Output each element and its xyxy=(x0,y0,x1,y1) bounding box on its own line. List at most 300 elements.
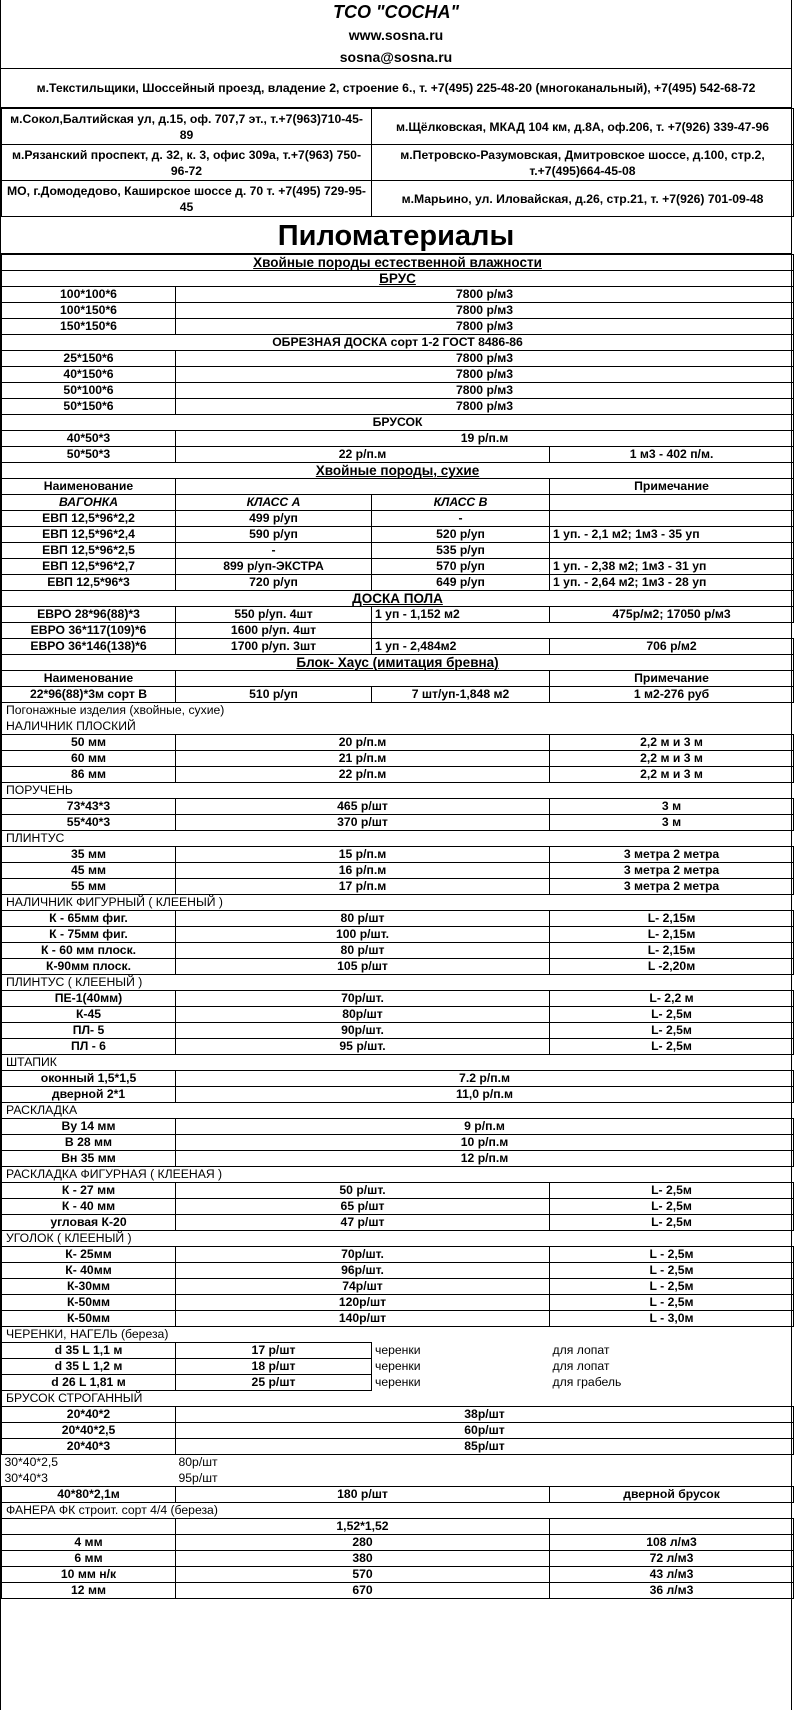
table-cell: 40*50*3 xyxy=(2,431,176,447)
table-cell: К-30мм xyxy=(2,1279,176,1295)
table-cell: L- 2,15м xyxy=(550,927,794,943)
table-row xyxy=(2,687,794,703)
table-cell: 96р/шт. xyxy=(176,1263,550,1279)
table-cell: Наименование xyxy=(2,479,176,495)
table-cell xyxy=(372,623,550,639)
company-header xyxy=(1,0,791,68)
table-cell: черенки xyxy=(375,1375,421,1389)
section-title: ПОРУЧЕНЬ xyxy=(2,783,794,799)
table-cell: 18 р/шт xyxy=(176,1359,372,1375)
table-row xyxy=(2,671,794,687)
table-cell: 3 метра 2 метра xyxy=(550,847,794,863)
table-cell: 80 р/шт xyxy=(176,911,550,927)
table-cell: КЛАСС А xyxy=(176,495,372,511)
table-cell: 20 р/п.м xyxy=(176,735,550,751)
table-row xyxy=(2,495,794,511)
table-row xyxy=(2,271,794,287)
table-row xyxy=(2,1039,794,1055)
table-cell: 1 уп. - 2,38 м2; 1м3 - 31 уп xyxy=(550,559,794,575)
table-cell: L- 2,5м xyxy=(550,1215,794,1231)
table-cell: 95р/шт xyxy=(178,1470,218,1485)
table-cell: 570 р/уп xyxy=(372,559,550,575)
table-cell: К - 40 мм xyxy=(2,1199,176,1215)
table-cell: L - 2,5м xyxy=(550,1263,794,1279)
table-cell: 22*96(88)*3м сорт В xyxy=(2,687,176,703)
table-row xyxy=(2,863,794,879)
section-title: НАЛИЧНИК ФИГУРНЫЙ ( КЛЕЕНЫЙ ) xyxy=(2,895,794,911)
section-title: ПЛИНТУС ( КЛЕЕНЫЙ ) xyxy=(2,975,794,991)
section-header-row xyxy=(2,1391,794,1407)
section-header-row xyxy=(2,783,794,799)
table-cell: Примечание xyxy=(550,479,794,495)
table-cell: 36 л/м3 xyxy=(550,1583,794,1599)
table-cell: 7800 р/м3 xyxy=(176,287,794,303)
table-cell: L - 3,0м xyxy=(550,1311,794,1327)
table-row xyxy=(2,543,794,559)
table-cell: К-45 xyxy=(2,1007,176,1023)
table-cell: 70р/шт. xyxy=(176,991,550,1007)
table-cell: 60р/шт xyxy=(176,1423,794,1439)
table-row xyxy=(2,415,794,431)
table-cell: 12 р/п.м xyxy=(176,1151,794,1167)
table-row xyxy=(2,1199,794,1215)
table-cell: 50 р/шт. xyxy=(176,1183,550,1199)
table-row xyxy=(2,1023,794,1039)
table-cell: - xyxy=(372,511,550,527)
table-cell: Наименование xyxy=(2,671,176,687)
table-cell: 7800 р/м3 xyxy=(176,319,794,335)
table-cell: 11,0 р/п.м xyxy=(176,1087,794,1103)
table-cell: 370 р/шт xyxy=(176,815,550,831)
table-row xyxy=(2,815,794,831)
table-cell: ЕВП 12,5*96*2,5 xyxy=(2,543,176,559)
table-cell: 7800 р/м3 xyxy=(176,351,794,367)
table-cell: 280 xyxy=(176,1535,550,1551)
section-header-row xyxy=(2,1231,794,1247)
table-cell: 72 л/м3 xyxy=(550,1551,794,1567)
table-row xyxy=(2,1551,794,1567)
table-cell: 12 мм xyxy=(2,1583,176,1599)
table-cell: К- 25мм xyxy=(2,1247,176,1263)
table-row xyxy=(2,1119,794,1135)
table-cell: 7 шт/уп-1,848 м2 xyxy=(372,687,550,703)
table-row xyxy=(2,463,794,479)
table-cell: d 26 L 1,81 м xyxy=(2,1375,176,1391)
main-address: м.Текстильщики, Шоссейный проезд, владение 2, строение 6., т. +7(495) 225-48-20 (многоканальный), +7(495) 542-68-72 xyxy=(1,68,791,108)
table-cell: L -2,20м xyxy=(550,959,794,975)
table-cell xyxy=(550,495,794,511)
section-header-row xyxy=(2,719,794,735)
table-cell xyxy=(372,1455,794,1471)
branch-row xyxy=(2,109,794,145)
table-cell: Ву 14 мм xyxy=(2,1119,176,1135)
table-cell: 47 р/шт xyxy=(176,1215,550,1231)
table-cell: 22 р/п.м xyxy=(176,767,550,783)
table-cell: 590 р/уп xyxy=(176,527,372,543)
branch-address: м.Щёлковская, МКАД 104 км, д.8А, оф.206, т. +7(926) 339-47-96 xyxy=(372,109,794,145)
table-cell: Блок- Хаус (имитация бревна) xyxy=(2,655,794,671)
table-row xyxy=(2,1519,794,1535)
table-cell: К-90мм плоск. xyxy=(2,959,176,975)
table-cell: черенки xyxy=(375,1359,421,1373)
table-cell: В 28 мм xyxy=(2,1135,176,1151)
table-cell: L- 2,15м xyxy=(550,911,794,927)
table-cell: L- 2,15м xyxy=(550,943,794,959)
table-cell: 74р/шт xyxy=(176,1279,550,1295)
table-cell: 2,2 м и 3 м xyxy=(550,751,794,767)
table-row xyxy=(2,927,794,943)
section-title: ФАНЕРА ФК строит. сорт 4/4 (береза) xyxy=(2,1503,794,1519)
section-header-row xyxy=(2,1103,794,1119)
table-row xyxy=(2,1359,794,1375)
table-row xyxy=(2,559,794,575)
table-row xyxy=(2,287,794,303)
table-cell: К - 65мм фиг. xyxy=(2,911,176,927)
table-cell: 1 уп. - 2,64 м2; 1м3 - 28 уп xyxy=(550,575,794,591)
table-cell: 16 р/п.м xyxy=(176,863,550,879)
table-row xyxy=(2,623,794,639)
table-cell: L- 2,5м xyxy=(550,1199,794,1215)
table-cell: 50 мм xyxy=(2,735,176,751)
table-row xyxy=(2,1439,794,1455)
table-cell xyxy=(2,1519,176,1535)
table-cell: ДОСКА ПОЛА xyxy=(2,591,794,607)
table-row xyxy=(2,1247,794,1263)
table-cell: 520 р/уп xyxy=(372,527,550,543)
table-row xyxy=(2,959,794,975)
table-cell: 50*100*6 xyxy=(2,383,176,399)
table-cell: К - 75мм фиг. xyxy=(2,927,176,943)
table-row xyxy=(2,735,794,751)
table-cell: 50*50*3 xyxy=(2,447,176,463)
table-row xyxy=(2,1215,794,1231)
table-cell: Хвойные породы естественной влажности xyxy=(2,255,794,271)
table-cell: черенки xyxy=(375,1343,421,1357)
table-cell: 60 мм xyxy=(2,751,176,767)
table-cell: L - 2,5м xyxy=(550,1247,794,1263)
table-cell: 535 р/уп xyxy=(372,543,550,559)
section-header-row xyxy=(2,975,794,991)
table-row xyxy=(2,799,794,815)
table-cell: 1 уп - 2,484м2 xyxy=(372,639,550,655)
section-title: БРУСОК СТРОГАННЫЙ xyxy=(2,1391,794,1407)
table-cell: 550 р/уп. 4шт xyxy=(176,607,372,623)
branch-address: МО, г.Домодедово, Каширское шоссе д. 70 т. +7(495) 729-95-45 xyxy=(2,181,372,217)
table-cell: 150*150*6 xyxy=(2,319,176,335)
table-cell: дверной брусок xyxy=(550,1487,794,1503)
section-header-row xyxy=(2,1055,794,1071)
table-cell: 15 р/п.м xyxy=(176,847,550,863)
table-row xyxy=(2,1471,794,1487)
table-cell: Примечание xyxy=(550,671,794,687)
branch-address: м.Петровско-Разумовская, Дмитровское шоссе, д.100, стр.2, т.+7(495)664-45-08 xyxy=(372,145,794,181)
table-cell: 105 р/шт xyxy=(176,959,550,975)
table-cell: 21 р/п.м xyxy=(176,751,550,767)
table-cell: 25 р/шт xyxy=(176,1375,372,1391)
table-cell: 80 р/шт xyxy=(176,943,550,959)
table-cell: 1 м2-276 руб xyxy=(550,687,794,703)
table-cell: 95 р/шт. xyxy=(176,1039,550,1055)
table-cell: Хвойные породы, сухие xyxy=(2,463,794,479)
table-cell: 38р/шт xyxy=(176,1407,794,1423)
table-cell: 7800 р/м3 xyxy=(176,303,794,319)
table-cell: 1 м3 - 402 п/м. xyxy=(550,447,794,463)
table-cell: 140р/шт xyxy=(176,1311,550,1327)
table-cell: ЕВРО 28*96(88)*3 xyxy=(2,607,176,623)
table-row xyxy=(2,335,794,351)
section-title: ЧЕРЕНКИ, НАГЕЛЬ (береза) xyxy=(2,1327,794,1343)
table-cell xyxy=(550,1519,794,1535)
table-cell: БРУСОК xyxy=(2,415,794,431)
branch-row xyxy=(2,181,794,217)
email-link[interactable]: sosna@sosna.ru xyxy=(339,49,453,65)
table-cell: 80р/шт xyxy=(176,1007,550,1023)
table-row xyxy=(2,1007,794,1023)
section-header-row xyxy=(2,1167,794,1183)
table-cell xyxy=(176,671,550,687)
table-cell: 570 xyxy=(176,1567,550,1583)
table-cell: 100 р/шт. xyxy=(176,927,550,943)
table-row xyxy=(2,1183,794,1199)
table-cell: ВАГОНКА xyxy=(2,495,176,511)
table-cell: К - 27 мм xyxy=(2,1183,176,1199)
section-header-row xyxy=(2,1327,794,1343)
section-header-row xyxy=(2,703,794,719)
table-cell: 1700 р/уп. 3шт xyxy=(176,639,372,655)
table-cell: 50*150*6 xyxy=(2,399,176,415)
table-row xyxy=(2,1583,794,1599)
table-cell: ОБРЕЗНАЯ ДОСКА сорт 1-2 ГОСТ 8486-86 xyxy=(2,335,794,351)
table-row xyxy=(2,607,794,623)
table-cell: 40*80*2,1м xyxy=(2,1487,176,1503)
section-header-row xyxy=(2,895,794,911)
section-header-row xyxy=(2,831,794,847)
section-title: НАЛИЧНИК ПЛОСКИЙ xyxy=(2,719,794,735)
table-cell: 1,52*1,52 xyxy=(176,1519,550,1535)
table-cell: ЕВП 12,5*96*3 xyxy=(2,575,176,591)
table-cell: КЛАСС В xyxy=(372,495,550,511)
table-cell: 73*43*3 xyxy=(2,799,176,815)
table-cell: 90р/шт. xyxy=(176,1023,550,1039)
table-cell: 55 мм xyxy=(2,879,176,895)
table-cell: 670 xyxy=(176,1583,550,1599)
table-row xyxy=(2,1087,794,1103)
table-cell: К - 60 мм плоск. xyxy=(2,943,176,959)
table-row xyxy=(2,991,794,1007)
section-title: УГОЛОК ( КЛЕЕНЫЙ ) xyxy=(2,1231,794,1247)
table-cell: 86 мм xyxy=(2,767,176,783)
table-cell: дверной 2*1 xyxy=(2,1087,176,1103)
website-link[interactable]: www.sosna.ru xyxy=(348,27,444,43)
table-cell: 100*100*6 xyxy=(2,287,176,303)
section-title: РАСКЛАДКА xyxy=(2,1103,794,1119)
table-cell: 706 р/м2 xyxy=(550,639,794,655)
table-cell: - xyxy=(176,543,372,559)
table-cell: 80р/шт xyxy=(178,1455,218,1470)
table-row xyxy=(2,1535,794,1551)
table-cell: 19 р/п.м xyxy=(176,431,794,447)
table-row xyxy=(2,367,794,383)
table-cell: К- 40мм xyxy=(2,1263,176,1279)
table-cell: 6 мм xyxy=(2,1551,176,1567)
table-cell: 2,2 м и 3 м xyxy=(550,735,794,751)
table-cell: 899 р/уп-ЭКСТРА xyxy=(176,559,372,575)
table-row xyxy=(2,1567,794,1583)
branch-address: м.Рязанский проспект, д. 32, к. 3, офис 309а, т.+7(963) 750-96-72 xyxy=(2,145,372,181)
table-cell: 3 м xyxy=(550,799,794,815)
table-row xyxy=(2,1487,794,1503)
table-row xyxy=(2,847,794,863)
table-cell: 1600 р/уп. 4шт xyxy=(176,623,372,639)
table-cell: 40*150*6 xyxy=(2,367,176,383)
table-cell: L- 2,5м xyxy=(550,1183,794,1199)
table-cell: для лопат xyxy=(552,1343,610,1357)
table-row xyxy=(2,431,794,447)
table-cell: 22 р/п.м xyxy=(176,447,550,463)
table-cell: 20*40*2 xyxy=(2,1407,176,1423)
table-cell: ЕВП 12,5*96*2,4 xyxy=(2,527,176,543)
table-row xyxy=(2,511,794,527)
table-cell: L- 2,2 м xyxy=(550,991,794,1007)
table-row xyxy=(2,1455,794,1471)
table-row xyxy=(2,527,794,543)
table-row xyxy=(2,591,794,607)
table-cell: 7.2 р/п.м xyxy=(176,1071,794,1087)
branch-address: м.Сокол,Балтийская ул, д.15, оф. 707,7 эт., т.+7(963)710-45-89 xyxy=(2,109,372,145)
table-row xyxy=(2,351,794,367)
table-cell: 100*150*6 xyxy=(2,303,176,319)
branch-address: м.Марьино, ул. Иловайская, д.26, стр.21, т. +7(926) 701-09-48 xyxy=(372,181,794,217)
table-cell: L - 2,5м xyxy=(550,1279,794,1295)
table-cell: 465 р/шт xyxy=(176,799,550,815)
table-cell: 65 р/шт xyxy=(176,1199,550,1215)
table-row xyxy=(2,399,794,415)
table-cell xyxy=(176,479,550,495)
table-cell: 55*40*3 xyxy=(2,815,176,831)
table-cell: Вн 35 мм xyxy=(2,1151,176,1167)
table-cell: 17 р/шт xyxy=(176,1343,372,1359)
table-row xyxy=(2,447,794,463)
table-cell: 9 р/п.м xyxy=(176,1119,794,1135)
table-row xyxy=(2,575,794,591)
table-cell: 4 мм xyxy=(2,1535,176,1551)
table-cell: 30*40*3 xyxy=(4,1470,48,1485)
table-cell: ПЕ-1(40мм) xyxy=(2,991,176,1007)
table-cell: 475р/м2; 17050 р/м3 xyxy=(550,607,794,623)
table-row xyxy=(2,383,794,399)
table-cell: 7800 р/м3 xyxy=(176,367,794,383)
table-cell xyxy=(550,623,794,639)
table-cell: 20*40*3 xyxy=(2,1439,176,1455)
table-cell: 120р/шт xyxy=(176,1295,550,1311)
table-cell: 3 метра 2 метра xyxy=(550,863,794,879)
table-cell: 20*40*2,5 xyxy=(2,1423,176,1439)
table-cell: 7800 р/м3 xyxy=(176,383,794,399)
branch-addresses xyxy=(1,108,794,217)
table-cell: 43 л/м3 xyxy=(550,1567,794,1583)
table-cell: К-50мм xyxy=(2,1295,176,1311)
table-cell: d 35 L 1,2 м xyxy=(2,1359,176,1375)
table-cell: 10 р/п.м xyxy=(176,1135,794,1151)
table-row xyxy=(2,319,794,335)
section-title: ШТАПИК xyxy=(2,1055,794,1071)
table-cell: ПЛ- 5 xyxy=(2,1023,176,1039)
table-cell: БРУС xyxy=(2,271,794,287)
table-row xyxy=(2,1295,794,1311)
table-cell: 180 р/шт xyxy=(176,1487,550,1503)
table-row xyxy=(2,639,794,655)
table-row xyxy=(2,479,794,495)
section-header-row xyxy=(2,1503,794,1519)
table-cell xyxy=(372,1471,794,1487)
table-cell: ЕВП 12,5*96*2,2 xyxy=(2,511,176,527)
table-cell: ЕВРО 36*146(138)*6 xyxy=(2,639,176,655)
table-cell: ПЛ - 6 xyxy=(2,1039,176,1055)
table-cell: для грабель xyxy=(552,1375,622,1389)
table-cell: 3 м xyxy=(550,815,794,831)
table-row xyxy=(2,1151,794,1167)
table-row xyxy=(2,1423,794,1439)
table-row xyxy=(2,767,794,783)
table-row xyxy=(2,1311,794,1327)
table-cell: L - 2,5м xyxy=(550,1295,794,1311)
table-row xyxy=(2,1343,794,1359)
table-cell xyxy=(550,511,794,527)
table-cell: 2,2 м и 3 м xyxy=(550,767,794,783)
table-cell: 7800 р/м3 xyxy=(176,399,794,415)
table-cell: 3 метра 2 метра xyxy=(550,879,794,895)
table-cell: L- 2,5м xyxy=(550,1007,794,1023)
table-cell: 380 xyxy=(176,1551,550,1567)
table-cell: 30*40*2,5 xyxy=(4,1455,59,1470)
table-row xyxy=(2,911,794,927)
table-cell: 720 р/уп xyxy=(176,575,372,591)
table-cell: К-50мм xyxy=(2,1311,176,1327)
price-table xyxy=(1,254,794,1599)
table-cell: 17 р/п.м xyxy=(176,879,550,895)
table-cell: 510 р/уп xyxy=(176,687,372,703)
table-cell: 25*150*6 xyxy=(2,351,176,367)
table-cell: 1 уп - 1,152 м2 xyxy=(372,607,550,623)
table-cell: d 35 L 1,1 м xyxy=(2,1343,176,1359)
section-title: ПЛИНТУС xyxy=(2,831,794,847)
table-row xyxy=(2,879,794,895)
table-cell: 1 уп. - 2,1 м2; 1м3 - 35 уп xyxy=(550,527,794,543)
table-row xyxy=(2,1263,794,1279)
table-row xyxy=(2,1279,794,1295)
table-cell: ЕВРО 36*117(109)*6 xyxy=(2,623,176,639)
table-cell: оконный 1,5*1,5 xyxy=(2,1071,176,1087)
table-cell: 70р/шт. xyxy=(176,1247,550,1263)
table-row xyxy=(2,1375,794,1391)
table-cell: 10 мм н/к xyxy=(2,1567,176,1583)
branch-row xyxy=(2,145,794,181)
page-title: Пиломатериалы xyxy=(1,217,791,254)
company-title: ТСО "СОСНА" xyxy=(332,2,460,22)
table-cell xyxy=(550,543,794,559)
table-row xyxy=(2,255,794,271)
table-row xyxy=(2,1407,794,1423)
table-cell: 35 мм xyxy=(2,847,176,863)
table-cell: 108 л/м3 xyxy=(550,1535,794,1551)
section-title: Погонажные изделия (хвойные, сухие) xyxy=(2,703,794,719)
section-title: РАСКЛАДКА ФИГУРНАЯ ( КЛЕЕНАЯ ) xyxy=(2,1167,794,1183)
table-cell: ЕВП 12,5*96*2,7 xyxy=(2,559,176,575)
table-row xyxy=(2,303,794,319)
table-cell: L- 2,5м xyxy=(550,1039,794,1055)
table-cell: 499 р/уп xyxy=(176,511,372,527)
table-cell: угловая К-20 xyxy=(2,1215,176,1231)
